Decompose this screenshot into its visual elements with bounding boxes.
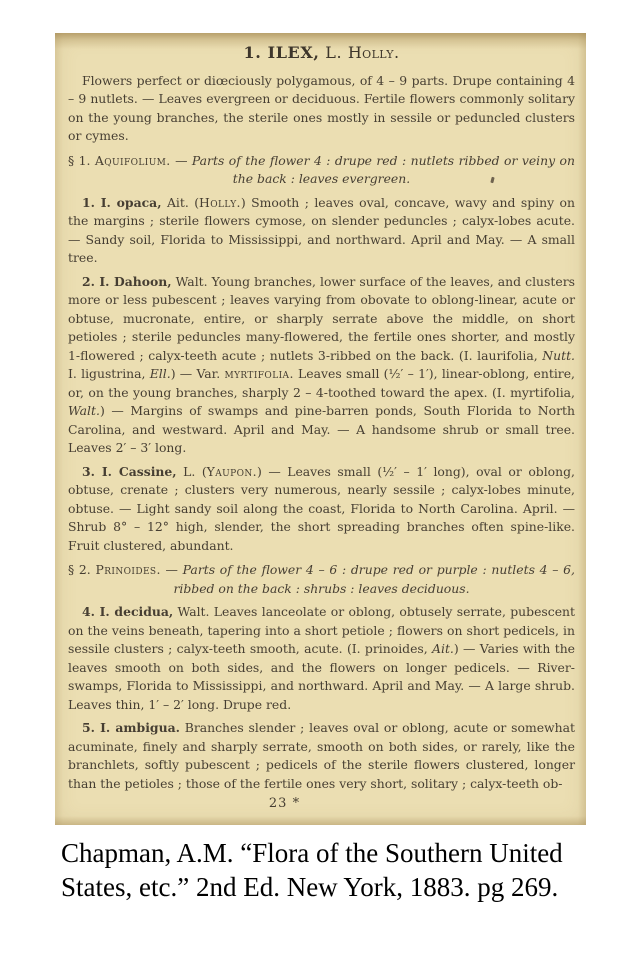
- section-2-heading: § 2. Prinoides. — Parts of the flower 4 – 6 : drupe red or purple : nutlets 4 – 6, ribbed on the back : shrubs : leaves deciduous.: [68, 562, 575, 596]
- species-entry-1-opaca: 1. I. opaca, Ait. (Holly.) Smooth ; leaves oval, concave, wavy and spiny on the margins ; sterile flowers cymose, on slender peduncles ; calyx-lobes acute. — Sandy soil, Florida to Mississippi, and northward. April and May. — A small tree.: [68, 194, 575, 265]
- section-1-heading: § 1. Aquifolium. — Parts of the flower 4 : drupe red : nutlets ribbed or veiny on the back : leaves evergreen.: [68, 152, 575, 186]
- scanned-book-page: [55, 33, 586, 825]
- genus-description: Flowers perfect or diœciously polygamous, of 4 – 9 parts. Drupe containing 4 – 9 nutlets. — Leaves evergreen or deciduous. Fertile flowers commonly solitary on the young branches, the sterile ones mostly in sessile or peduncled clusters or cymes.: [68, 72, 575, 143]
- page-number: 23 *: [268, 796, 301, 811]
- species-entry-5-ambigua: 5. I. ambigua. Branches slender ; leaves oval or oblong, acute or somewhat acuminate, finely and sharply serrate, smooth on both sides, or rarely, like the branchlets, softly pubescent ; pedicels of the sterile flowers clustered, longer than the petioles ; those of the fertile ones very short, solitary ; calyx-teeth ob-: [68, 720, 575, 791]
- species-entry-2-dahoon: 2. I. Dahoon, Walt. Young branches, lower surface of the leaves, and clusters more or less pubescent ; leaves varying from obovate to oblong-linear, acute or obtuse, mucronate, entire, or sharply serrate above the middle, on short petioles ; sterile peduncles many-flowered, the fertile ones shorter, and mostly 1-flowered ; calyx-teeth acute ; nutlets 3-ribbed on the back. (I. laurifolia, Nutt. I. ligustrina, Ell.) — Var. myrtifolia. Leaves small (½′ – 1′), linear-oblong, entire, or, on the young branches, sharply 2 – 4-toothed toward the apex. (I. myrtifolia, Walt.) — Margins of swamps and pine-barren ponds, South Florida to North Carolina, and westward. April and May. — A handsome shrub or small tree. Leaves 2′ – 3′ long.: [68, 273, 575, 455]
- genus-heading: 1. ILEX, L. Holly.: [243, 43, 400, 62]
- page-text-block: [68, 37, 575, 798]
- species-entry-3-cassine: 3. I. Cassine, L. (Yaupon.) — Leaves small (½′ – 1′ long), oval or oblong, obtuse, crenate ; clusters very numerous, nearly sessile ; calyx-lobes minute, obtuse. — Light sandy soil along the coast, Florida to North Carolina. April. — Shrub 8° – 12° high, slender, the short spreading branches often spine-like. Fruit clustered, abundant.: [68, 463, 575, 553]
- citation-caption: Chapman, A.M. “Flora of the Southern United States, etc.” 2nd Ed. New York, 1883. pg 269.: [61, 838, 563, 902]
- species-entry-4-decidua: 4. I. decidua, Walt. Leaves lanceolate or oblong, obtusely serrate, pubescent on the veins beneath, tapering into a short petiole ; flowers on short pedicels, in sessile clusters ; calyx-teeth smooth, acute. (I. prinoides, Ait.) — Varies with the leaves smooth on both sides, and the flowers on longer pedicels. — River-swamps, Florida to Mississippi, and northward. April and May. — A large shrub. Leaves thin, 1′ – 2′ long. Drupe red.: [68, 604, 576, 712]
